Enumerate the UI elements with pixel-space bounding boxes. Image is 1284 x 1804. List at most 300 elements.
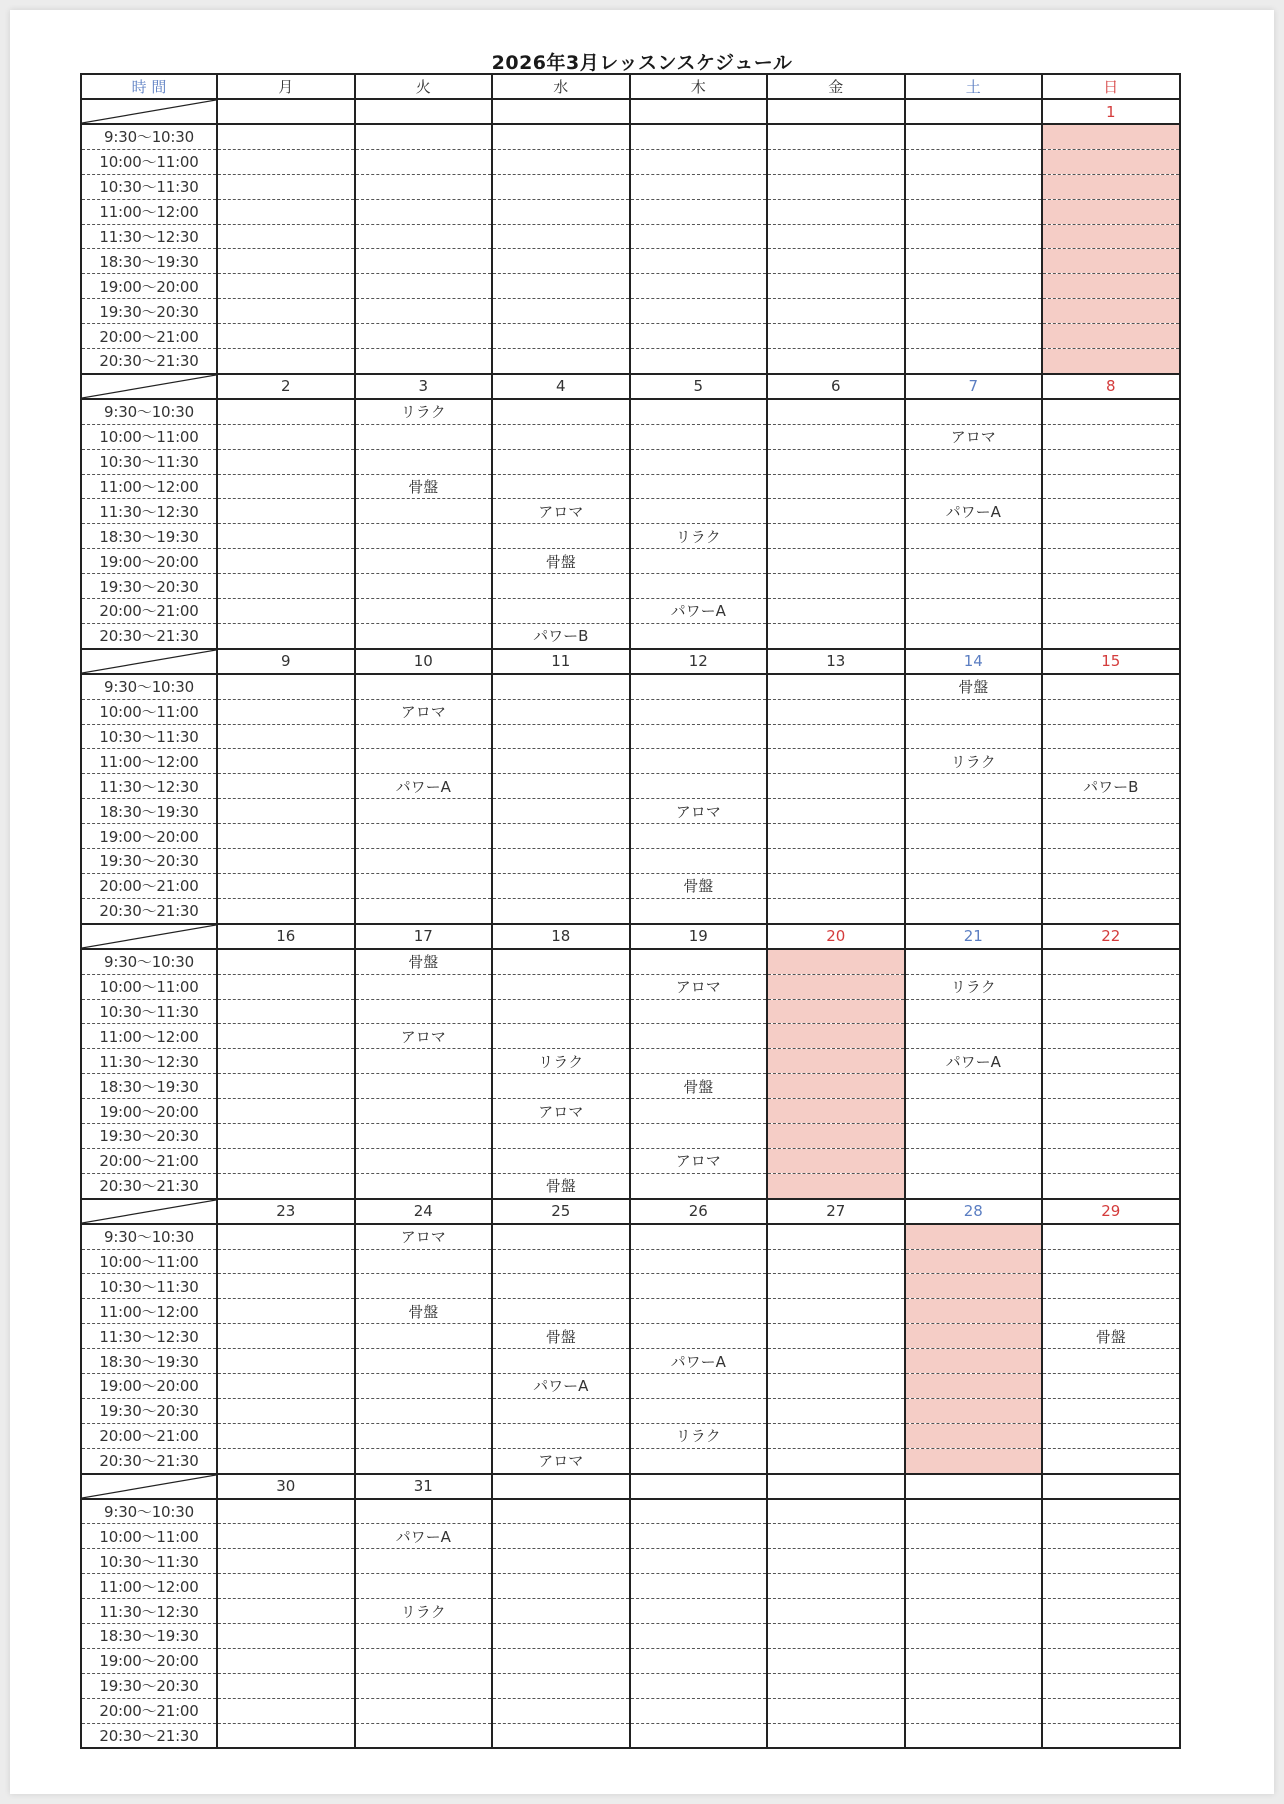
schedule-cell-sat[interactable] bbox=[905, 449, 1043, 474]
schedule-cell-thu[interactable] bbox=[630, 1499, 768, 1524]
schedule-cell-sat[interactable] bbox=[905, 524, 1043, 549]
schedule-cell-sat[interactable] bbox=[905, 1249, 1043, 1274]
schedule-cell-wed[interactable] bbox=[492, 1423, 630, 1448]
schedule-cell-thu[interactable] bbox=[630, 623, 768, 648]
lesson-cell-tue[interactable]: アロマ bbox=[355, 1224, 493, 1249]
schedule-cell-sun[interactable] bbox=[1042, 724, 1180, 749]
schedule-cell-sat[interactable] bbox=[905, 1349, 1043, 1374]
schedule-cell-sun[interactable] bbox=[1042, 873, 1180, 898]
schedule-cell-wed[interactable] bbox=[492, 873, 630, 898]
schedule-cell-tue[interactable] bbox=[355, 599, 493, 624]
schedule-cell-sat[interactable] bbox=[905, 949, 1043, 974]
schedule-cell-sat[interactable] bbox=[905, 149, 1043, 174]
schedule-cell-wed[interactable] bbox=[492, 1274, 630, 1299]
schedule-cell-wed[interactable] bbox=[492, 724, 630, 749]
schedule-cell-wed[interactable] bbox=[492, 1349, 630, 1374]
schedule-cell-mon[interactable] bbox=[217, 1673, 355, 1698]
schedule-cell-fri[interactable] bbox=[767, 1148, 905, 1173]
schedule-cell-mon[interactable] bbox=[217, 949, 355, 974]
schedule-cell-thu[interactable] bbox=[630, 699, 768, 724]
schedule-cell-mon[interactable] bbox=[217, 1373, 355, 1398]
lesson-cell-sat[interactable]: リラク bbox=[905, 974, 1043, 999]
schedule-cell-mon[interactable] bbox=[217, 399, 355, 424]
schedule-cell-wed[interactable] bbox=[492, 1549, 630, 1574]
schedule-cell-tue[interactable] bbox=[355, 1623, 493, 1648]
schedule-cell-sun[interactable] bbox=[1042, 1599, 1180, 1624]
schedule-cell-tue[interactable] bbox=[355, 1074, 493, 1099]
schedule-cell-sun[interactable] bbox=[1042, 1148, 1180, 1173]
schedule-cell-mon[interactable] bbox=[217, 974, 355, 999]
lesson-cell-thu[interactable]: パワーA bbox=[630, 1349, 768, 1374]
schedule-cell-sun[interactable] bbox=[1042, 424, 1180, 449]
schedule-cell-mon[interactable] bbox=[217, 1648, 355, 1673]
schedule-cell-sat[interactable] bbox=[905, 324, 1043, 349]
schedule-cell-thu[interactable] bbox=[630, 274, 768, 299]
schedule-cell-tue[interactable] bbox=[355, 499, 493, 524]
schedule-cell-tue[interactable] bbox=[355, 1549, 493, 1574]
schedule-cell-mon[interactable] bbox=[217, 1099, 355, 1124]
schedule-cell-wed[interactable] bbox=[492, 249, 630, 274]
schedule-cell-wed[interactable] bbox=[492, 1074, 630, 1099]
schedule-cell-thu[interactable] bbox=[630, 824, 768, 849]
schedule-cell-tue[interactable] bbox=[355, 1274, 493, 1299]
schedule-cell-thu[interactable] bbox=[630, 1549, 768, 1574]
schedule-cell-wed[interactable] bbox=[492, 949, 630, 974]
schedule-cell-mon[interactable] bbox=[217, 124, 355, 149]
schedule-cell-thu[interactable] bbox=[630, 898, 768, 923]
schedule-cell-sat[interactable] bbox=[905, 873, 1043, 898]
schedule-cell-mon[interactable] bbox=[217, 1499, 355, 1524]
schedule-cell-wed[interactable] bbox=[492, 1648, 630, 1673]
schedule-cell-sun[interactable] bbox=[1042, 999, 1180, 1024]
schedule-cell-thu[interactable] bbox=[630, 1723, 768, 1748]
schedule-cell-mon[interactable] bbox=[217, 1123, 355, 1148]
schedule-cell-sun[interactable] bbox=[1042, 674, 1180, 699]
schedule-cell-mon[interactable] bbox=[217, 724, 355, 749]
schedule-cell-mon[interactable] bbox=[217, 424, 355, 449]
schedule-cell-mon[interactable] bbox=[217, 1049, 355, 1074]
schedule-cell-fri[interactable] bbox=[767, 1499, 905, 1524]
schedule-cell-tue[interactable] bbox=[355, 724, 493, 749]
schedule-cell-sat[interactable] bbox=[905, 1723, 1043, 1748]
lesson-cell-sun[interactable]: パワーB bbox=[1042, 774, 1180, 799]
schedule-cell-sun[interactable] bbox=[1042, 1448, 1180, 1473]
schedule-cell-tue[interactable] bbox=[355, 749, 493, 774]
schedule-cell-sat[interactable] bbox=[905, 1623, 1043, 1648]
schedule-cell-sun[interactable] bbox=[1042, 1723, 1180, 1748]
schedule-cell-sun[interactable] bbox=[1042, 623, 1180, 648]
schedule-cell-mon[interactable] bbox=[217, 749, 355, 774]
schedule-cell-fri[interactable] bbox=[767, 699, 905, 724]
schedule-cell-fri[interactable] bbox=[767, 999, 905, 1024]
schedule-cell-sun[interactable] bbox=[1042, 824, 1180, 849]
schedule-cell-sat[interactable] bbox=[905, 824, 1043, 849]
schedule-cell-fri[interactable] bbox=[767, 1599, 905, 1624]
schedule-cell-tue[interactable] bbox=[355, 349, 493, 374]
schedule-cell-tue[interactable] bbox=[355, 1099, 493, 1124]
schedule-cell-thu[interactable] bbox=[630, 299, 768, 324]
schedule-cell-sun[interactable] bbox=[1042, 1074, 1180, 1099]
schedule-cell-sat[interactable] bbox=[905, 898, 1043, 923]
schedule-cell-fri[interactable] bbox=[767, 1398, 905, 1423]
schedule-cell-tue[interactable] bbox=[355, 274, 493, 299]
lesson-cell-thu[interactable]: 骨盤 bbox=[630, 873, 768, 898]
schedule-cell-mon[interactable] bbox=[217, 224, 355, 249]
schedule-cell-tue[interactable] bbox=[355, 1373, 493, 1398]
schedule-cell-wed[interactable] bbox=[492, 1673, 630, 1698]
schedule-cell-mon[interactable] bbox=[217, 199, 355, 224]
schedule-cell-sat[interactable] bbox=[905, 349, 1043, 374]
schedule-cell-sun[interactable] bbox=[1042, 898, 1180, 923]
schedule-cell-fri[interactable] bbox=[767, 474, 905, 499]
schedule-cell-tue[interactable] bbox=[355, 1499, 493, 1524]
schedule-cell-mon[interactable] bbox=[217, 1623, 355, 1648]
schedule-cell-thu[interactable] bbox=[630, 1698, 768, 1723]
schedule-cell-sat[interactable] bbox=[905, 1274, 1043, 1299]
schedule-cell-sun[interactable] bbox=[1042, 124, 1180, 149]
schedule-cell-mon[interactable] bbox=[217, 1698, 355, 1723]
schedule-cell-thu[interactable] bbox=[630, 1249, 768, 1274]
schedule-cell-mon[interactable] bbox=[217, 174, 355, 199]
schedule-cell-sat[interactable] bbox=[905, 124, 1043, 149]
lesson-cell-wed[interactable]: パワーA bbox=[492, 1373, 630, 1398]
schedule-cell-sat[interactable] bbox=[905, 599, 1043, 624]
schedule-cell-sat[interactable] bbox=[905, 1173, 1043, 1198]
schedule-cell-fri[interactable] bbox=[767, 549, 905, 574]
schedule-cell-thu[interactable] bbox=[630, 1373, 768, 1398]
schedule-cell-sun[interactable] bbox=[1042, 1423, 1180, 1448]
schedule-cell-tue[interactable] bbox=[355, 524, 493, 549]
schedule-cell-wed[interactable] bbox=[492, 1574, 630, 1599]
schedule-cell-wed[interactable] bbox=[492, 349, 630, 374]
schedule-cell-fri[interactable] bbox=[767, 574, 905, 599]
schedule-cell-fri[interactable] bbox=[767, 1698, 905, 1723]
schedule-cell-fri[interactable] bbox=[767, 949, 905, 974]
lesson-cell-tue[interactable]: アロマ bbox=[355, 699, 493, 724]
schedule-cell-mon[interactable] bbox=[217, 898, 355, 923]
schedule-cell-sun[interactable] bbox=[1042, 1574, 1180, 1599]
schedule-cell-sun[interactable] bbox=[1042, 1648, 1180, 1673]
schedule-cell-sat[interactable] bbox=[905, 474, 1043, 499]
schedule-cell-sun[interactable] bbox=[1042, 274, 1180, 299]
schedule-cell-mon[interactable] bbox=[217, 349, 355, 374]
schedule-cell-fri[interactable] bbox=[767, 1673, 905, 1698]
schedule-cell-thu[interactable] bbox=[630, 999, 768, 1024]
schedule-cell-mon[interactable] bbox=[217, 1274, 355, 1299]
schedule-cell-thu[interactable] bbox=[630, 199, 768, 224]
schedule-cell-fri[interactable] bbox=[767, 623, 905, 648]
schedule-cell-sun[interactable] bbox=[1042, 1349, 1180, 1374]
lesson-cell-sat[interactable]: 骨盤 bbox=[905, 674, 1043, 699]
schedule-cell-mon[interactable] bbox=[217, 1549, 355, 1574]
schedule-cell-sun[interactable] bbox=[1042, 1123, 1180, 1148]
schedule-cell-tue[interactable] bbox=[355, 1249, 493, 1274]
schedule-cell-sun[interactable] bbox=[1042, 1549, 1180, 1574]
schedule-cell-wed[interactable] bbox=[492, 898, 630, 923]
schedule-cell-fri[interactable] bbox=[767, 873, 905, 898]
lesson-cell-wed[interactable]: リラク bbox=[492, 1049, 630, 1074]
schedule-cell-fri[interactable] bbox=[767, 1049, 905, 1074]
schedule-cell-wed[interactable] bbox=[492, 1148, 630, 1173]
schedule-cell-thu[interactable] bbox=[630, 774, 768, 799]
schedule-cell-mon[interactable] bbox=[217, 674, 355, 699]
schedule-cell-thu[interactable] bbox=[630, 549, 768, 574]
schedule-cell-sun[interactable] bbox=[1042, 699, 1180, 724]
schedule-cell-sun[interactable] bbox=[1042, 549, 1180, 574]
schedule-cell-thu[interactable] bbox=[630, 849, 768, 874]
schedule-cell-tue[interactable] bbox=[355, 873, 493, 898]
schedule-cell-fri[interactable] bbox=[767, 524, 905, 549]
schedule-cell-sun[interactable] bbox=[1042, 599, 1180, 624]
schedule-cell-tue[interactable] bbox=[355, 623, 493, 648]
schedule-cell-sat[interactable] bbox=[905, 249, 1043, 274]
schedule-cell-sat[interactable] bbox=[905, 1499, 1043, 1524]
schedule-cell-tue[interactable] bbox=[355, 1648, 493, 1673]
schedule-cell-fri[interactable] bbox=[767, 149, 905, 174]
schedule-cell-wed[interactable] bbox=[492, 449, 630, 474]
schedule-cell-fri[interactable] bbox=[767, 1099, 905, 1124]
schedule-cell-tue[interactable] bbox=[355, 574, 493, 599]
schedule-cell-thu[interactable] bbox=[630, 724, 768, 749]
schedule-cell-wed[interactable] bbox=[492, 424, 630, 449]
schedule-cell-sat[interactable] bbox=[905, 1324, 1043, 1349]
schedule-cell-sun[interactable] bbox=[1042, 449, 1180, 474]
schedule-cell-tue[interactable] bbox=[355, 999, 493, 1024]
schedule-cell-wed[interactable] bbox=[492, 174, 630, 199]
schedule-cell-mon[interactable] bbox=[217, 249, 355, 274]
schedule-cell-thu[interactable] bbox=[630, 424, 768, 449]
schedule-cell-thu[interactable] bbox=[630, 1024, 768, 1049]
schedule-cell-tue[interactable] bbox=[355, 1123, 493, 1148]
schedule-cell-fri[interactable] bbox=[767, 599, 905, 624]
schedule-cell-mon[interactable] bbox=[217, 524, 355, 549]
schedule-cell-fri[interactable] bbox=[767, 124, 905, 149]
schedule-cell-mon[interactable] bbox=[217, 774, 355, 799]
schedule-cell-fri[interactable] bbox=[767, 849, 905, 874]
schedule-cell-wed[interactable] bbox=[492, 149, 630, 174]
schedule-cell-wed[interactable] bbox=[492, 1499, 630, 1524]
schedule-cell-mon[interactable] bbox=[217, 699, 355, 724]
schedule-cell-sun[interactable] bbox=[1042, 524, 1180, 549]
schedule-cell-fri[interactable] bbox=[767, 1574, 905, 1599]
schedule-cell-fri[interactable] bbox=[767, 898, 905, 923]
lesson-cell-thu[interactable]: アロマ bbox=[630, 799, 768, 824]
schedule-cell-mon[interactable] bbox=[217, 623, 355, 648]
schedule-cell-fri[interactable] bbox=[767, 1723, 905, 1748]
lesson-cell-sun[interactable]: 骨盤 bbox=[1042, 1324, 1180, 1349]
schedule-cell-sat[interactable] bbox=[905, 1648, 1043, 1673]
schedule-cell-sun[interactable] bbox=[1042, 1049, 1180, 1074]
schedule-cell-thu[interactable] bbox=[630, 1574, 768, 1599]
schedule-cell-mon[interactable] bbox=[217, 849, 355, 874]
schedule-cell-fri[interactable] bbox=[767, 1648, 905, 1673]
schedule-cell-wed[interactable] bbox=[492, 799, 630, 824]
schedule-cell-fri[interactable] bbox=[767, 974, 905, 999]
schedule-cell-fri[interactable] bbox=[767, 1123, 905, 1148]
schedule-cell-sun[interactable] bbox=[1042, 1249, 1180, 1274]
schedule-cell-mon[interactable] bbox=[217, 1349, 355, 1374]
lesson-cell-thu[interactable]: アロマ bbox=[630, 1148, 768, 1173]
schedule-cell-sun[interactable] bbox=[1042, 499, 1180, 524]
schedule-cell-thu[interactable] bbox=[630, 1648, 768, 1673]
schedule-cell-tue[interactable] bbox=[355, 549, 493, 574]
schedule-cell-sun[interactable] bbox=[1042, 174, 1180, 199]
lesson-cell-tue[interactable]: リラク bbox=[355, 399, 493, 424]
schedule-cell-fri[interactable] bbox=[767, 449, 905, 474]
schedule-cell-fri[interactable] bbox=[767, 1623, 905, 1648]
schedule-cell-tue[interactable] bbox=[355, 1448, 493, 1473]
schedule-cell-thu[interactable] bbox=[630, 1123, 768, 1148]
schedule-cell-mon[interactable] bbox=[217, 1423, 355, 1448]
lesson-cell-sat[interactable]: アロマ bbox=[905, 424, 1043, 449]
schedule-cell-thu[interactable] bbox=[630, 449, 768, 474]
lesson-cell-wed[interactable]: アロマ bbox=[492, 499, 630, 524]
schedule-cell-fri[interactable] bbox=[767, 349, 905, 374]
schedule-cell-sat[interactable] bbox=[905, 1148, 1043, 1173]
schedule-cell-mon[interactable] bbox=[217, 1173, 355, 1198]
schedule-cell-mon[interactable] bbox=[217, 149, 355, 174]
schedule-cell-tue[interactable] bbox=[355, 1398, 493, 1423]
schedule-cell-thu[interactable] bbox=[630, 1623, 768, 1648]
schedule-cell-sun[interactable] bbox=[1042, 299, 1180, 324]
schedule-cell-mon[interactable] bbox=[217, 1024, 355, 1049]
schedule-cell-thu[interactable] bbox=[630, 1173, 768, 1198]
schedule-cell-wed[interactable] bbox=[492, 599, 630, 624]
lesson-cell-tue[interactable]: パワーA bbox=[355, 1524, 493, 1549]
lesson-cell-sat[interactable]: パワーA bbox=[905, 1049, 1043, 1074]
schedule-cell-wed[interactable] bbox=[492, 574, 630, 599]
schedule-cell-sat[interactable] bbox=[905, 224, 1043, 249]
schedule-cell-thu[interactable] bbox=[630, 1673, 768, 1698]
schedule-cell-wed[interactable] bbox=[492, 474, 630, 499]
schedule-cell-thu[interactable] bbox=[630, 1599, 768, 1624]
schedule-cell-wed[interactable] bbox=[492, 1249, 630, 1274]
schedule-cell-mon[interactable] bbox=[217, 1524, 355, 1549]
schedule-cell-thu[interactable] bbox=[630, 1324, 768, 1349]
schedule-cell-mon[interactable] bbox=[217, 324, 355, 349]
lesson-cell-sat[interactable]: パワーA bbox=[905, 499, 1043, 524]
schedule-cell-mon[interactable] bbox=[217, 499, 355, 524]
schedule-cell-sat[interactable] bbox=[905, 574, 1043, 599]
schedule-cell-wed[interactable] bbox=[492, 1623, 630, 1648]
schedule-cell-tue[interactable] bbox=[355, 974, 493, 999]
schedule-cell-thu[interactable] bbox=[630, 249, 768, 274]
lesson-cell-wed[interactable]: パワーB bbox=[492, 623, 630, 648]
schedule-cell-mon[interactable] bbox=[217, 824, 355, 849]
schedule-cell-wed[interactable] bbox=[492, 224, 630, 249]
schedule-cell-wed[interactable] bbox=[492, 1224, 630, 1249]
schedule-cell-wed[interactable] bbox=[492, 1299, 630, 1324]
schedule-cell-sat[interactable] bbox=[905, 274, 1043, 299]
lesson-cell-thu[interactable]: リラク bbox=[630, 1423, 768, 1448]
schedule-cell-thu[interactable] bbox=[630, 1099, 768, 1124]
schedule-cell-sat[interactable] bbox=[905, 1024, 1043, 1049]
schedule-cell-mon[interactable] bbox=[217, 549, 355, 574]
schedule-cell-tue[interactable] bbox=[355, 824, 493, 849]
schedule-cell-sat[interactable] bbox=[905, 1599, 1043, 1624]
schedule-cell-mon[interactable] bbox=[217, 1249, 355, 1274]
schedule-cell-mon[interactable] bbox=[217, 1574, 355, 1599]
schedule-cell-mon[interactable] bbox=[217, 1074, 355, 1099]
lesson-cell-wed[interactable]: アロマ bbox=[492, 1099, 630, 1124]
schedule-cell-thu[interactable] bbox=[630, 1274, 768, 1299]
schedule-cell-sun[interactable] bbox=[1042, 1099, 1180, 1124]
schedule-cell-tue[interactable] bbox=[355, 299, 493, 324]
schedule-cell-sun[interactable] bbox=[1042, 1698, 1180, 1723]
schedule-cell-sun[interactable] bbox=[1042, 1524, 1180, 1549]
schedule-cell-mon[interactable] bbox=[217, 1398, 355, 1423]
schedule-cell-mon[interactable] bbox=[217, 999, 355, 1024]
schedule-cell-wed[interactable] bbox=[492, 199, 630, 224]
schedule-cell-tue[interactable] bbox=[355, 674, 493, 699]
schedule-cell-mon[interactable] bbox=[217, 574, 355, 599]
schedule-cell-thu[interactable] bbox=[630, 1448, 768, 1473]
schedule-cell-sun[interactable] bbox=[1042, 1673, 1180, 1698]
schedule-cell-sun[interactable] bbox=[1042, 949, 1180, 974]
schedule-cell-sat[interactable] bbox=[905, 1448, 1043, 1473]
schedule-cell-thu[interactable] bbox=[630, 174, 768, 199]
schedule-cell-fri[interactable] bbox=[767, 1274, 905, 1299]
schedule-cell-fri[interactable] bbox=[767, 1024, 905, 1049]
lesson-cell-thu[interactable]: パワーA bbox=[630, 599, 768, 624]
schedule-cell-thu[interactable] bbox=[630, 324, 768, 349]
schedule-cell-mon[interactable] bbox=[217, 1723, 355, 1748]
schedule-cell-sat[interactable] bbox=[905, 1574, 1043, 1599]
lesson-cell-tue[interactable]: 骨盤 bbox=[355, 474, 493, 499]
schedule-cell-mon[interactable] bbox=[217, 799, 355, 824]
schedule-cell-sat[interactable] bbox=[905, 1299, 1043, 1324]
schedule-cell-sun[interactable] bbox=[1042, 149, 1180, 174]
schedule-cell-tue[interactable] bbox=[355, 424, 493, 449]
schedule-cell-wed[interactable] bbox=[492, 674, 630, 699]
schedule-cell-sat[interactable] bbox=[905, 1423, 1043, 1448]
schedule-cell-sun[interactable] bbox=[1042, 974, 1180, 999]
schedule-cell-sat[interactable] bbox=[905, 1549, 1043, 1574]
schedule-cell-thu[interactable] bbox=[630, 149, 768, 174]
schedule-cell-mon[interactable] bbox=[217, 449, 355, 474]
schedule-cell-thu[interactable] bbox=[630, 674, 768, 699]
lesson-cell-tue[interactable]: パワーA bbox=[355, 774, 493, 799]
schedule-cell-thu[interactable] bbox=[630, 499, 768, 524]
schedule-cell-wed[interactable] bbox=[492, 1398, 630, 1423]
schedule-cell-mon[interactable] bbox=[217, 1599, 355, 1624]
schedule-cell-fri[interactable] bbox=[767, 824, 905, 849]
schedule-cell-sun[interactable] bbox=[1042, 1398, 1180, 1423]
schedule-cell-fri[interactable] bbox=[767, 749, 905, 774]
schedule-cell-sat[interactable] bbox=[905, 399, 1043, 424]
schedule-cell-sun[interactable] bbox=[1042, 799, 1180, 824]
schedule-cell-fri[interactable] bbox=[767, 674, 905, 699]
schedule-cell-sat[interactable] bbox=[905, 1524, 1043, 1549]
schedule-cell-mon[interactable] bbox=[217, 1224, 355, 1249]
schedule-cell-sat[interactable] bbox=[905, 699, 1043, 724]
schedule-cell-fri[interactable] bbox=[767, 174, 905, 199]
schedule-cell-tue[interactable] bbox=[355, 799, 493, 824]
schedule-cell-sat[interactable] bbox=[905, 774, 1043, 799]
schedule-cell-sun[interactable] bbox=[1042, 849, 1180, 874]
schedule-cell-wed[interactable] bbox=[492, 399, 630, 424]
lesson-cell-wed[interactable]: 骨盤 bbox=[492, 1173, 630, 1198]
schedule-cell-fri[interactable] bbox=[767, 1448, 905, 1473]
schedule-cell-wed[interactable] bbox=[492, 774, 630, 799]
schedule-cell-tue[interactable] bbox=[355, 1574, 493, 1599]
schedule-cell-fri[interactable] bbox=[767, 299, 905, 324]
schedule-cell-wed[interactable] bbox=[492, 124, 630, 149]
schedule-cell-tue[interactable] bbox=[355, 199, 493, 224]
schedule-cell-thu[interactable] bbox=[630, 474, 768, 499]
schedule-cell-mon[interactable] bbox=[217, 1324, 355, 1349]
schedule-cell-wed[interactable] bbox=[492, 699, 630, 724]
